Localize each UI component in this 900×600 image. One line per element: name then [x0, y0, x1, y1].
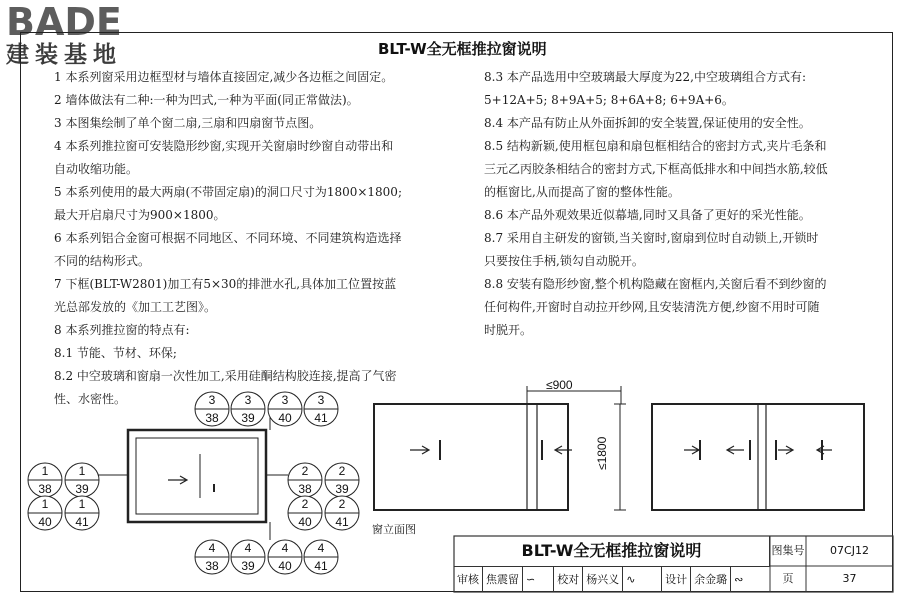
detail-callouts-bottom: [195, 540, 338, 574]
detail-callouts-top: [195, 392, 338, 426]
window-frame-2: [374, 404, 568, 510]
svg-text:39: 39: [75, 482, 89, 496]
svg-text:3: 3: [244, 393, 252, 407]
slide-arrow-3b: [727, 446, 744, 454]
window-elevation-single: [98, 415, 288, 540]
atlas-number-label: 图集号: [771, 544, 805, 557]
note-line: 8 本系列推拉窗的特点有:: [54, 323, 190, 337]
note-line: 5+12A+5; 8+9A+5; 8+6A+8; 6+9A+6。: [484, 93, 734, 107]
svg-text:1: 1: [78, 497, 86, 511]
note-line: 8.1 节能、节材、环保;: [54, 346, 177, 360]
window-frame-1: [128, 430, 266, 522]
svg-text:3: 3: [281, 393, 289, 407]
svg-text:1: 1: [41, 464, 49, 478]
svg-text:1: 1: [78, 464, 86, 478]
note-line: 4 本系列推拉窗可安装隐形纱窗,实现开关窗扇时纱窗自动带出和: [54, 139, 394, 153]
note-line: 最大开启扇尺寸为900×1800。: [54, 208, 226, 222]
svg-text:4: 4: [281, 541, 289, 555]
checker-name: 杨兴义: [583, 567, 623, 592]
svg-text:38: 38: [298, 482, 312, 496]
reviewer-signature: ∽: [523, 567, 554, 592]
svg-text:40: 40: [278, 559, 292, 573]
detail-callout[interactable]: [304, 540, 338, 574]
slide-arrow-2b: [555, 446, 572, 454]
detail-callout[interactable]: [325, 496, 359, 530]
svg-text:40: 40: [278, 411, 292, 425]
note-line: 7 下框(BLT-W2801)加工有5×30的排泄水孔,具体加工位置按蓝: [54, 277, 397, 291]
note-line: 不同的结构形式。: [54, 254, 151, 268]
svg-text:38: 38: [205, 559, 219, 573]
elevation-caption: 窗立面图: [372, 523, 416, 536]
brand-logo-text: BADE: [6, 0, 122, 44]
detail-callout[interactable]: [268, 392, 302, 426]
svg-text:4: 4: [208, 541, 216, 555]
detail-callout[interactable]: [231, 540, 265, 574]
note-line: 8.2 中空玻璃和窗扇一次性加工,采用硅酮结构胶连接,提高了气密: [54, 369, 397, 383]
atlas-number: 07CJ12: [830, 544, 869, 557]
note-line: 性、水密性。: [54, 392, 127, 406]
svg-text:2: 2: [301, 464, 309, 478]
detail-callout[interactable]: [65, 496, 99, 530]
note-line: 只要按住手柄,锁勾自动脱开。: [484, 254, 644, 268]
note-line: 2 墙体做法有二种:一种为凹式,一种为平面(同正常做法)。: [54, 93, 359, 107]
note-line: 6 本系列铝合金窗可根据不同地区、不同环境、不同建筑构造选择: [54, 231, 402, 245]
note-line: 自动收缩功能。: [54, 162, 139, 176]
slide-arrow-1: [168, 476, 187, 484]
detail-callout[interactable]: [325, 463, 359, 497]
svg-text:41: 41: [314, 559, 328, 573]
detail-callout[interactable]: [288, 496, 322, 530]
note-line: 8.5 结构新颖,使用框包扇和扇包框相结合的密封方式,夹片毛条和: [484, 139, 827, 153]
note-line: 3 本图集绘制了单个窗二扇,三扇和四扇窗节点图。: [54, 116, 322, 130]
svg-text:40: 40: [38, 515, 52, 529]
window-elevation-four-panel: [652, 404, 864, 510]
detail-callout[interactable]: [231, 392, 265, 426]
review-label: 审核: [454, 567, 483, 592]
svg-text:40: 40: [298, 515, 312, 529]
svg-text:2: 2: [338, 464, 346, 478]
page-number: 37: [842, 572, 857, 585]
design-label: 设计: [662, 567, 691, 592]
designer-name: 余金璐: [691, 567, 731, 592]
detail-callout[interactable]: [268, 540, 302, 574]
svg-text:2: 2: [338, 497, 346, 511]
height-dimension: ≤1800: [595, 436, 609, 470]
note-line: 三元乙丙胶条相结合的密封方式,下框高低排水和中间挡水筋,较低: [484, 162, 828, 176]
detail-callout[interactable]: [195, 540, 229, 574]
note-line: 1 本系列窗采用边框型材与墙体直接固定,减少各边框之间固定。: [54, 70, 394, 84]
svg-text:3: 3: [317, 393, 325, 407]
svg-text:38: 38: [205, 411, 219, 425]
note-line: 8.6 本产品外观效果近似幕墙,同时又具备了更好的采光性能。: [484, 208, 811, 222]
detail-callout[interactable]: [304, 392, 338, 426]
checker-signature: ∿: [623, 567, 662, 592]
svg-text:2: 2: [301, 497, 309, 511]
title-block: [454, 536, 893, 592]
slide-arrow-3c: [778, 446, 793, 454]
title-block-signatures: [454, 566, 770, 592]
slide-arrow-3a: [684, 446, 699, 454]
detail-callout[interactable]: [195, 392, 229, 426]
detail-callout[interactable]: [28, 463, 62, 497]
detail-callouts-left: [28, 463, 99, 530]
svg-text:4: 4: [244, 541, 252, 555]
document-title: BLT-W全无框推拉窗说明: [378, 40, 547, 58]
svg-text:41: 41: [335, 515, 349, 529]
detail-callout[interactable]: [28, 496, 62, 530]
note-line: 时脱开。: [484, 323, 533, 337]
note-line: 光总部发放的《加工工艺图》。: [54, 300, 217, 314]
svg-text:39: 39: [241, 559, 255, 573]
detail-callouts-right: [288, 463, 359, 530]
svg-text:38: 38: [38, 482, 52, 496]
svg-text:41: 41: [314, 411, 328, 425]
svg-text:39: 39: [335, 482, 349, 496]
svg-text:1: 1: [41, 497, 49, 511]
note-line: 的框窗比,从而提高了窗的整体性能。: [484, 185, 680, 199]
note-line: 8.4 本产品有防止从外面拆卸的安全装置,保证使用的安全性。: [484, 116, 811, 130]
check-label: 校对: [554, 567, 583, 592]
window-sash-1: [136, 438, 258, 514]
svg-text:3: 3: [208, 393, 216, 407]
width-dimension: ≤900: [546, 378, 573, 392]
title-block-title: BLT-W全无框推拉窗说明: [454, 536, 770, 566]
detail-callout[interactable]: [65, 463, 99, 497]
brand-logo-subtitle: 建装基地: [6, 42, 122, 68]
note-line: 5 本系列使用的最大两扇(不带固定扇)的洞口尺寸为1800×1800;: [54, 185, 402, 199]
page-label: 页: [782, 572, 794, 585]
note-line: 8.8 安装有隐形纱窗,整个机构隐藏在窗框内,关窗后看不到纱窗的: [484, 277, 827, 291]
window-elevation-two-panel: [374, 386, 626, 510]
slide-arrow-3d: [817, 446, 832, 454]
note-line: 任何构件,开窗时自动拉开纱网,且安装清洗方便,纱窗不用时可随: [484, 300, 820, 314]
note-line: 8.3 本产品选用中空玻璃最大厚度为22,中空玻璃组合方式有:: [484, 70, 807, 84]
detail-callout[interactable]: [288, 463, 322, 497]
svg-text:39: 39: [241, 411, 255, 425]
svg-text:41: 41: [75, 515, 89, 529]
slide-arrow-2a: [410, 446, 429, 454]
title-block-meta: [770, 536, 893, 592]
note-line: 8.7 采用自主研发的窗锁,当关窗时,窗扇到位时自动锁上,开锁时: [484, 231, 819, 245]
reviewer-name: 焦震留: [483, 567, 523, 592]
designer-signature: ∾: [734, 573, 744, 586]
svg-text:4: 4: [317, 541, 325, 555]
